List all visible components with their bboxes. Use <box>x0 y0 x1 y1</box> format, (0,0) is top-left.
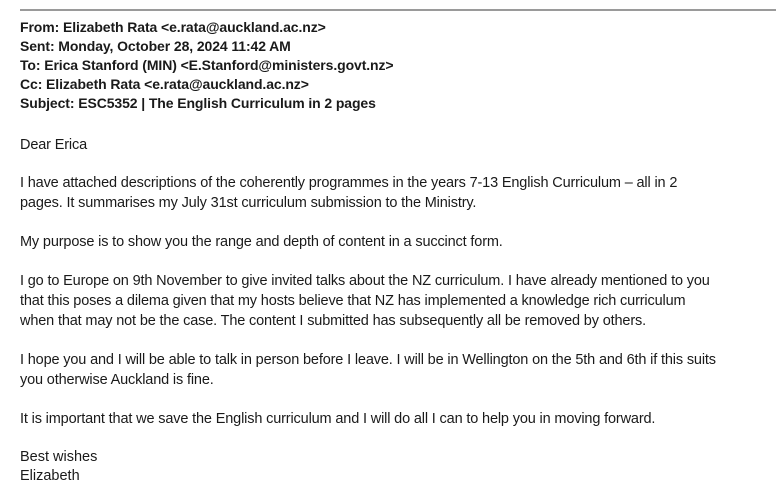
paragraph-line: I go to Europe on 9th November to give invited talks about the NZ curriculum. I have already mentioned to you <box>20 273 710 289</box>
to-line: To: Erica Stanford (MIN) <E.Stanford@ministers.govt.nz> <box>20 57 394 73</box>
paragraph-line: that this poses a dilema given that my hosts believe that NZ has implemented a knowledge rich curriculum <box>20 293 686 309</box>
cc-line: Cc: Elizabeth Rata <e.rata@auckland.ac.nz> <box>20 76 309 92</box>
paragraph-attachment <box>20 173 776 213</box>
top-divider <box>20 9 776 11</box>
email-header <box>20 18 770 113</box>
paragraph-purpose: My purpose is to show you the range and depth of content in a succinct form. <box>20 234 503 250</box>
salutation: Dear Erica <box>20 137 87 153</box>
paragraph-line: you otherwise Auckland is fine. <box>20 372 214 388</box>
paragraph-line: pages. It summarises my July 31st curriculum submission to the Ministry. <box>20 195 477 211</box>
closing: Best wishes <box>20 449 98 465</box>
paragraph-importance: It is important that we save the English curriculum and I will do all I can to help you in moving forward. <box>20 411 656 427</box>
paragraph-line: when that may not be the case. The content I submitted has subsequently all be removed by others. <box>20 313 646 329</box>
paragraph-europe <box>20 271 776 331</box>
paragraph-line: I hope you and I will be able to talk in person before I leave. I will be in Wellington on the 5th and 6th if this suits <box>20 352 716 368</box>
paragraph-line: I have attached descriptions of the coherently programmes in the years 7-13 English Curriculum – all in 2 <box>20 175 678 191</box>
paragraph-meeting <box>20 350 776 390</box>
email-body <box>20 135 776 486</box>
from-line: From: Elizabeth Rata <e.rata@auckland.ac.nz> <box>20 19 326 35</box>
sent-line: Sent: Monday, October 28, 2024 11:42 AM <box>20 38 291 54</box>
signature: Elizabeth <box>20 468 80 484</box>
subject-line: Subject: ESC5352 | The English Curriculum in 2 pages <box>20 95 376 111</box>
